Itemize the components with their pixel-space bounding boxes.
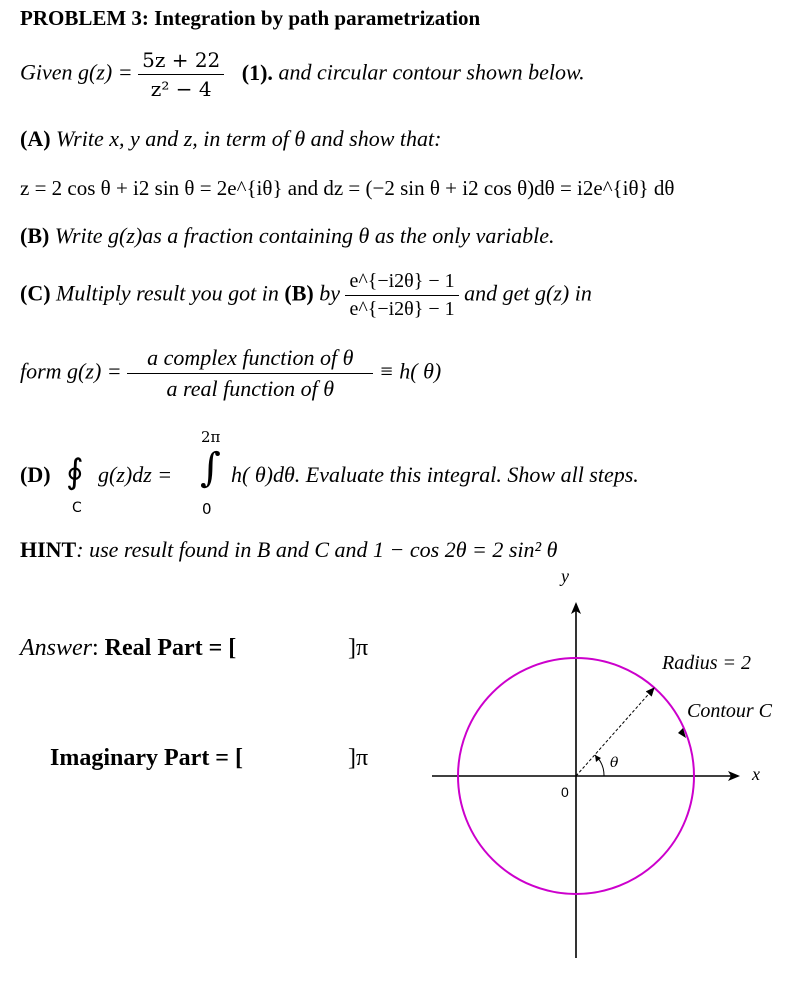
y-axis-label: y xyxy=(561,566,569,586)
integral-sign: ∫ xyxy=(200,445,221,491)
hint-label: HINT xyxy=(20,537,77,562)
part-c-form-denominator: a real function of θ xyxy=(127,373,373,402)
part-d-integrand-right: h( θ)dθ. Evaluate this integral. Show all steps. xyxy=(231,462,639,487)
part-c-label: (C) xyxy=(20,280,51,306)
part-c-ref: (B) xyxy=(284,280,314,306)
given-denominator: z² − 4 xyxy=(138,74,224,101)
answer-label: Answer xyxy=(20,635,92,661)
angle-label: θ xyxy=(610,755,619,771)
imaginary-part-close: ]π xyxy=(348,745,369,771)
imaginary-part-label: Imaginary Part = [ xyxy=(50,745,243,771)
part-b-text: Write g(z)as a fraction containing θ as the only variable. xyxy=(54,223,555,248)
contour-subscript: C xyxy=(72,500,82,516)
part-c-denominator: e^{−i2θ} − 1 xyxy=(345,295,458,321)
part-a-text: Write x, y and z, in term of θ and show that: xyxy=(56,126,442,151)
real-part-close: ]π xyxy=(348,635,369,661)
part-c-by: by xyxy=(319,280,340,306)
part-c-form-suffix: ≡ h( θ) xyxy=(378,358,442,384)
radius-label: Radius = 2 xyxy=(662,652,752,674)
origin-label: 0 xyxy=(561,784,569,800)
part-a-formula-text: z = 2 cos θ + i2 sin θ = 2e^{iθ} and dz = (−2 sin θ + i2 cos θ)dθ = i2e^{iθ} dθ xyxy=(20,176,675,200)
part-c-form-prefix: form g(z) = xyxy=(20,358,122,384)
contour-label: Contour C xyxy=(687,700,773,722)
hint-text: : use result found in B and C and 1 − cos 2θ = 2 sin² θ xyxy=(76,537,558,562)
part-d-label: (D) xyxy=(20,462,51,487)
part-c-form-numerator: a complex function of θ xyxy=(147,345,354,370)
part-b-label: (B) xyxy=(20,223,50,248)
contour-integral-sign: ∮ xyxy=(66,452,84,492)
part-c-text: Multiply result you got in xyxy=(56,280,279,306)
part-a-label: (A) xyxy=(20,126,51,151)
equation-tag: (1). xyxy=(241,59,273,85)
real-part-label: Real Part = [ xyxy=(104,635,237,661)
part-c-after: and get g(z) in xyxy=(464,280,592,306)
given-suffix: and circular contour shown below. xyxy=(278,59,585,85)
given-numerator: 5z + 22 xyxy=(142,48,221,72)
given-prefix: Given g(z) = xyxy=(20,59,133,85)
lower-limit: 0 xyxy=(202,500,212,518)
problem-title: PROBLEM 3: Integration by path parametrization xyxy=(20,6,481,30)
answer-colon: : xyxy=(92,635,105,661)
part-d-integrand-left: g(z)dz = xyxy=(98,462,173,487)
x-axis-label: x xyxy=(752,764,760,784)
part-c-numerator: e^{−i2θ} − 1 xyxy=(349,270,455,292)
upper-limit: 2π xyxy=(201,428,221,446)
